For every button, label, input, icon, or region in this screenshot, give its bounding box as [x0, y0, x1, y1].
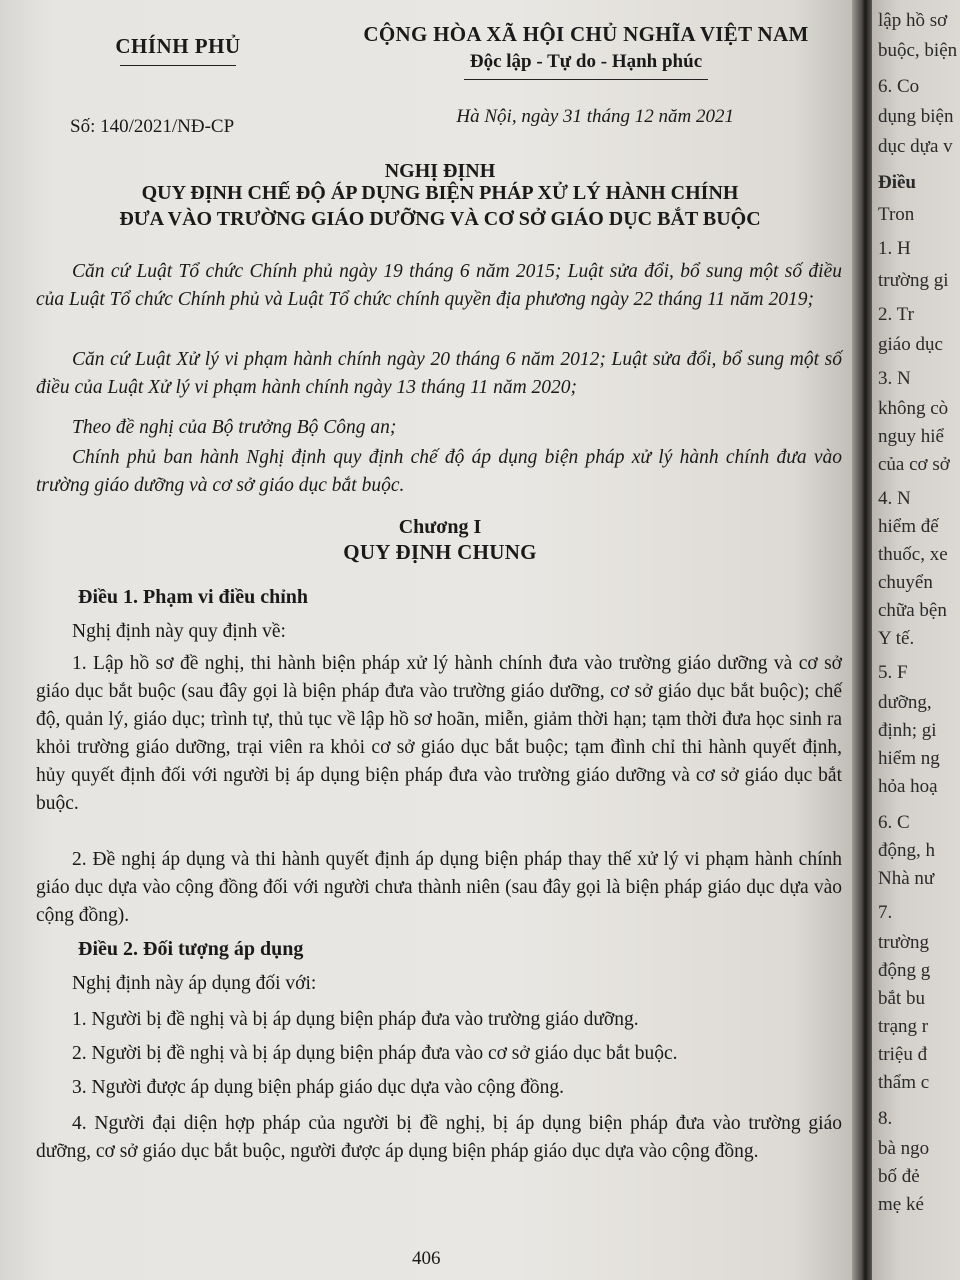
facing-page-fragment: Tron: [878, 204, 915, 225]
nation-name: CỘNG HÒA XÃ HỘI CHỦ NGHĨA VIỆT NAM: [363, 22, 809, 46]
chapter-label: Chương I: [398, 516, 482, 538]
article-1-item: 1. Lập hồ sơ đề nghị, thi hành biện pháp xử lý hành chính đưa vào trường giáo dưỡng và cơ sở giáo dục bắt buộc (sau đây gọi là biện pháp đưa vào trường giáo dưỡng, cơ sở giáo dục bắt buộc); chế độ, quản lý, giáo dục; trình tự, thủ tục về lập hồ sơ hoãn, miễn, giảm thời hạn; tạm thời đưa học sinh ra khỏi trường giáo dưỡng, trại viên ra khỏi cơ sở giáo dục bắt buộc; tạm đình chỉ thi hành quyết định, hủy quyết định đối với người bị áp dụng biện pháp đưa vào trường giáo dưỡng và cơ sở giáo dục bắt buộc.: [36, 653, 842, 814]
facing-page-fragment: thuốc, xe: [878, 544, 948, 565]
facing-page-fragment: 8.: [878, 1108, 893, 1129]
facing-page-fragment: 5. F: [878, 662, 908, 683]
agency-underline: [120, 65, 236, 66]
book-spine: [852, 0, 874, 1280]
national-header-block: [336, 22, 836, 80]
facing-page-fragment: dưỡng,: [878, 692, 932, 713]
facing-page-fragment: trường: [878, 932, 929, 953]
preamble-paragraph: Căn cứ Luật Tổ chức Chính phủ ngày 19 tháng 6 năm 2015; Luật sửa đổi, bổ sung một số điều của Luật Tổ chức Chính phủ và Luật Tổ chức chính quyền địa phương ngày 22 tháng 11 năm 2019;: [36, 261, 842, 310]
facing-page-fragment: hiểm đế: [878, 516, 939, 537]
facing-page-fragment: lập hồ sơ: [878, 10, 948, 31]
facing-page-fragment: triệu đ: [878, 1044, 928, 1065]
facing-page-fragment: bố đẻ: [878, 1166, 920, 1187]
facing-page-fragment: động, h: [878, 840, 935, 861]
decree-title-line2: ĐƯA VÀO TRƯỜNG GIÁO DƯỠNG VÀ CƠ SỞ GIÁO DỤC BẮT BUỘC: [119, 208, 761, 230]
facing-page-fragment: 1. H: [878, 238, 911, 259]
national-motto: Độc lập - Tự do - Hạnh phúc: [469, 51, 703, 72]
dateline: Hà Nội, ngày 31 tháng 12 năm 2021: [456, 106, 734, 127]
page-number: 406: [412, 1248, 441, 1269]
decree-title-line1: QUY ĐỊNH CHẾ ĐỘ ÁP DỤNG BIỆN PHÁP XỬ LÝ HÀNH CHÍNH: [141, 182, 739, 204]
motto-underline: [464, 79, 708, 80]
article-2-item: 1. Người bị đề nghị và bị áp dụng biện pháp đưa vào trường giáo dưỡng.: [72, 1009, 639, 1030]
facing-page-fragment: giáo dục: [878, 334, 943, 355]
facing-page-fragment: 6. C: [878, 812, 910, 833]
facing-page-fragment: trạng r: [878, 1016, 929, 1037]
facing-page-fragment: 3. N: [878, 368, 911, 389]
facing-page-fragment: hỏa hoạ: [878, 776, 938, 797]
article-1-item: 2. Đề nghị áp dụng và thi hành quyết định áp dụng biện pháp thay thế xử lý vi phạm hành chính giáo dục dựa vào cộng đồng đối với người chưa thành niên (sau đây gọi là biện pháp giáo dục dựa vào cộng đồng).: [36, 849, 842, 926]
facing-page-fragment: trường gi: [878, 270, 949, 291]
facing-page-fragment: 6. Co: [878, 76, 920, 97]
facing-page-fragment: động g: [878, 960, 931, 981]
article-2-title: Điều 2. Đối tượng áp dụng: [78, 938, 304, 960]
article-2-item: 4. Người đại diện hợp pháp của người bị đề nghị, bị áp dụng biện pháp đưa vào trường giáo dưỡng, cơ sở giáo dục bắt buộc, người được áp dụng biện pháp giáo dục dựa vào cộng đồng.: [36, 1113, 842, 1162]
issuing-agency: CHÍNH PHỦ: [115, 34, 241, 58]
facing-page-fragment: dụng biện: [878, 106, 954, 127]
facing-page-fragment: nguy hiể: [878, 426, 944, 447]
facing-page-fragment: bà ngo: [878, 1138, 930, 1159]
facing-page-fragment: 4. N: [878, 488, 911, 509]
preamble-paragraph: Chính phủ ban hành Nghị định quy định chế độ áp dụng biện pháp xử lý hành chính đưa vào trường giáo dưỡng và cơ sở giáo dục bắt buộc.: [36, 447, 842, 496]
facing-page-fragment: Nhà nư: [878, 868, 935, 889]
facing-page-fragment: 2. Tr: [878, 304, 914, 325]
facing-page-fragment: Điều: [878, 172, 916, 193]
facing-page-fragment: định; gi: [878, 720, 937, 741]
article-1-intro: Nghị định này quy định về:: [72, 621, 286, 642]
facing-page-fragment: không cò: [878, 398, 949, 419]
facing-page-fragment: chữa bện: [878, 600, 947, 621]
article-2-item: 2. Người bị đề nghị và bị áp dụng biện pháp đưa vào cơ sở giáo dục bắt buộc.: [72, 1043, 678, 1064]
preamble-paragraph: Theo đề nghị của Bộ trưởng Bộ Công an;: [72, 417, 397, 438]
decree-type: NGHỊ ĐỊNH: [384, 160, 496, 182]
article-2-intro: Nghị định này áp dụng đối với:: [72, 973, 317, 994]
chapter-title: QUY ĐỊNH CHUNG: [343, 540, 537, 564]
facing-page-fragment: 7.: [878, 902, 893, 923]
article-2-item: 3. Người được áp dụng biện pháp giáo dục dựa vào cộng đồng.: [72, 1077, 565, 1098]
document-number: Số: 140/2021/NĐ-CP: [70, 116, 235, 137]
facing-page-fragment: thẩm c: [878, 1072, 930, 1093]
facing-page-fragment: buộc, biện: [878, 40, 958, 61]
facing-page-fragment: bắt bu: [878, 988, 925, 1009]
article-1-title: Điều 1. Phạm vi điều chỉnh: [78, 586, 309, 608]
facing-page-edge: [872, 0, 960, 1280]
issuing-agency-block: [88, 34, 268, 66]
facing-page-fragment: mẹ ké: [878, 1194, 924, 1215]
facing-page-fragment: của cơ sở: [878, 454, 950, 475]
facing-page-fragment: chuyển: [878, 572, 933, 593]
preamble-paragraph: Căn cứ Luật Xử lý vi phạm hành chính ngày 20 tháng 6 năm 2012; Luật sửa đổi, bổ sung một số điều của Luật Xử lý vi phạm hành chính ngày 13 tháng 11 năm 2020;: [36, 349, 842, 398]
facing-page-fragment: Y tế.: [878, 628, 915, 649]
facing-page-fragment: hiểm ng: [878, 748, 940, 769]
facing-page-fragment: dục dựa v: [878, 136, 953, 157]
